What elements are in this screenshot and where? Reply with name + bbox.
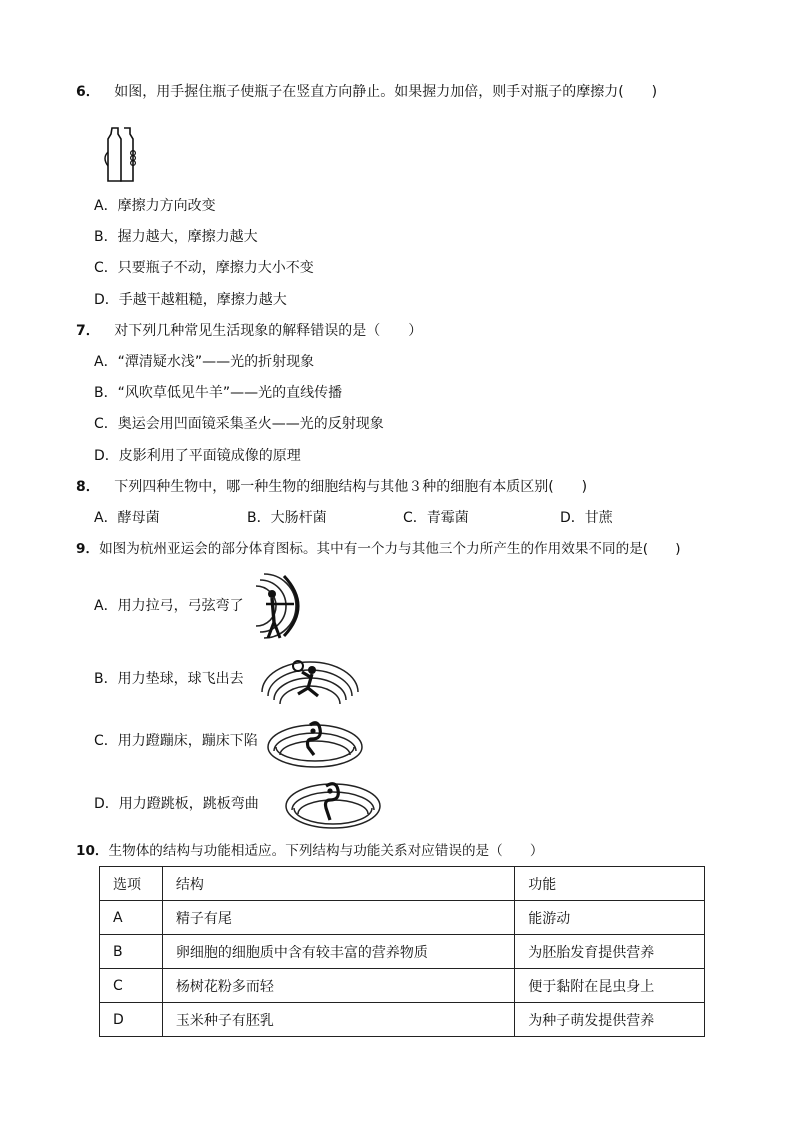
table-cell: 卵细胞的细胞质中含有较丰富的营养物质 [162, 935, 514, 969]
archery-pictogram [254, 570, 314, 642]
option-a: A．酵母菌 [94, 510, 160, 526]
table-cell: 便于黏附在昆虫身上 [515, 969, 705, 1003]
option-b: B．用力垫球，球飞出去 [94, 671, 244, 687]
option-b: B．大肠杆菌 [247, 510, 327, 526]
option-a: A．摩擦力方向改变 [94, 198, 216, 214]
option-d: D．皮影利用了平面镜成像的原理 [94, 448, 301, 464]
table-cell: 精子有尾 [162, 901, 514, 935]
header-cell: 选项 [100, 867, 163, 901]
bottle-hand-figure [100, 124, 142, 186]
header-cell: 结构 [162, 867, 514, 901]
table-cell: 杨树花粉多而轻 [162, 969, 514, 1003]
trampoline-pictogram [266, 717, 364, 769]
question-text: 如图，用手握住瓶子使瓶子在竖直方向静止。如果握力加倍，则手对瓶子的摩擦力( ) [114, 84, 658, 100]
question-text: 对下列几种常见生活现象的解释错误的是（ ） [114, 323, 423, 339]
question-number: 6． [76, 84, 100, 100]
option-d: D．甘蔗 [560, 510, 613, 526]
table-row [100, 1003, 705, 1037]
volleyball-pictogram [258, 652, 362, 708]
table-cell: A [100, 901, 163, 935]
option-a: A．用力拉弓，弓弦弯了 [94, 598, 244, 614]
option-b: B．“风吹草低见牛羊”——光的直线传播 [94, 385, 343, 401]
question-text: 如图为杭州亚运会的部分体育图标。其中有一个力与其他三个力所产生的作用效果不同的是( ) [99, 541, 681, 557]
question-number: 9． [76, 541, 100, 557]
structure-function-table [99, 866, 705, 1037]
option-b: B．握力越大，摩擦力越大 [94, 229, 258, 245]
table-cell: 能游动 [515, 901, 705, 935]
option-c: C．奥运会用凹面镜采集圣火——光的反射现象 [94, 416, 384, 432]
table-cell: B [100, 935, 163, 969]
question-number: 8． [76, 479, 100, 495]
table-cell: 为种子萌发提供营养 [515, 1003, 705, 1037]
table-row [100, 969, 705, 1003]
question-number: 10． [76, 843, 109, 859]
header-cell: 功能 [515, 867, 705, 901]
option-d: D．手越干越粗糙，摩擦力越大 [94, 292, 287, 308]
question-text: 生物体的结构与功能相适应。下列结构与功能关系对应错误的是（ ） [108, 843, 544, 859]
question-8-stem [76, 477, 587, 497]
option-c: C．青霉菌 [403, 510, 469, 526]
table-row [100, 935, 705, 969]
option-c: C．只要瓶子不动，摩擦力大小不变 [94, 260, 314, 276]
question-7-stem [76, 321, 422, 341]
option-d: D．用力蹬跳板，跳板弯曲 [94, 796, 259, 812]
diving-pictogram [284, 776, 382, 830]
question-number: 7． [76, 323, 100, 339]
option-a: A．“潭清疑水浅”——光的折射现象 [94, 354, 315, 370]
table-cell: 玉米种子有胚乳 [162, 1003, 514, 1037]
question-10-stem [76, 841, 544, 861]
table-header-row [100, 867, 705, 901]
question-9-stem [76, 539, 681, 559]
table-cell: C [100, 969, 163, 1003]
table-row [100, 901, 705, 935]
question-text: 下列四种生物中，哪一种生物的细胞结构与其他３种的细胞有本质区别( ) [114, 479, 588, 495]
question-6-stem [76, 82, 657, 102]
table-cell: D [100, 1003, 163, 1037]
table-cell: 为胚胎发育提供营养 [515, 935, 705, 969]
option-c: C．用力蹬蹦床，蹦床下陷 [94, 733, 258, 749]
